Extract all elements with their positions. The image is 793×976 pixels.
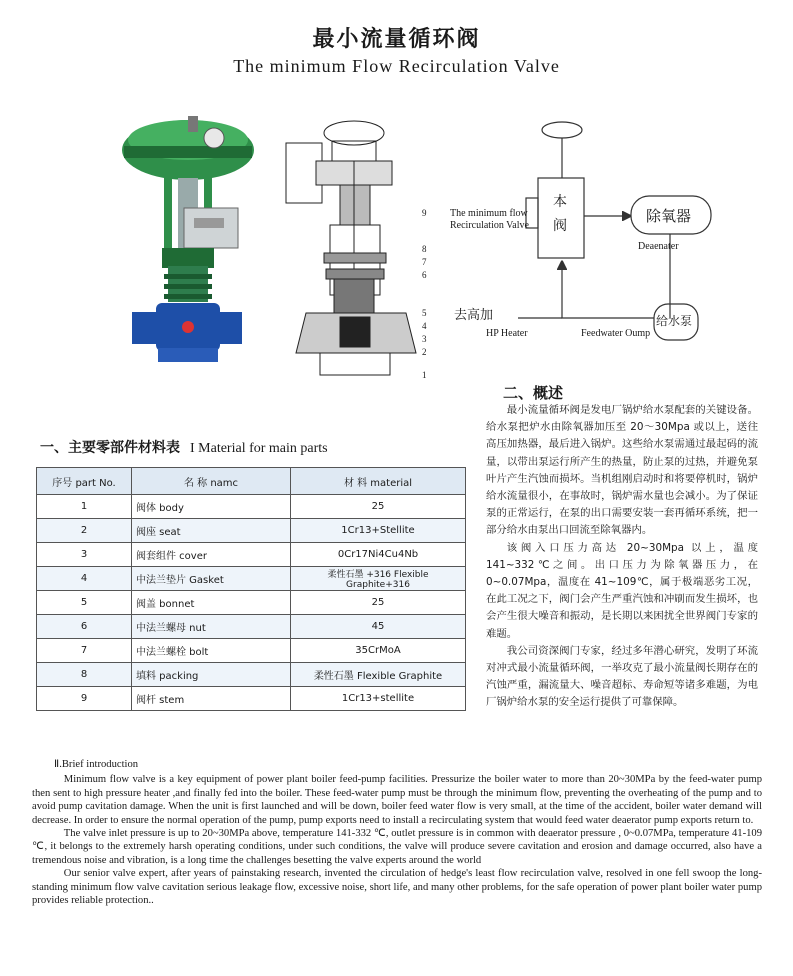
part-name: 阀盖 bonnet [132, 591, 291, 615]
col-material: 材 料 material [291, 468, 466, 495]
table-row [37, 495, 466, 519]
materials-heading-cn: 一、主要零部件材料表 [40, 440, 180, 456]
page-title-cn: 最小流量循环阀 [312, 27, 481, 52]
part-material: 35CrMoA [291, 639, 466, 663]
materials-heading [40, 437, 328, 457]
part-no: 2 [37, 519, 132, 543]
col-name: 名 称 namc [132, 468, 291, 495]
part-name: 阀座 seat [132, 519, 291, 543]
part-no: 7 [37, 639, 132, 663]
table-row [37, 519, 466, 543]
part-no: 1 [37, 495, 132, 519]
part-no: 9 [37, 687, 132, 711]
overview-paragraph: 该阀入口压力高达 20~30Mpa 以上，温度141~332℃之间。出口压力为除氧器压力，在0~0.07Mpa，温度在 41~109℃，属于极端恶劣工况，在此工况之下，阀门会产生严重汽蚀和冲刷而发生损坏，也会产生很大噪音和振动，是长期以来困扰全世界阀门专家的难题。 [486, 541, 758, 640]
brief-heading: Ⅱ.Brief introduction [54, 759, 139, 770]
part-no: 3 [37, 543, 132, 567]
overview-paragraph: 最小流量循环阀是发电厂锅炉给水泵配套的关键设备。给水泵把炉水由除氧器加压至 20～30Mpa 或以上，送往高压加热器，最后进入锅炉。这些给水泵需通过最起码的流量，以带出泵运行所产生的热量，防止泵的过热，并避免泵叶片产生汽蚀而损坏。当机组刚启动时和将要停机时，锅炉给水流量很小，在事故时，锅炉需水量也会减小。为了保证泵的正常运行，在泵的出口需要安装一套再循环系统，把一部分给水由泵出口回流至除氧器内。 [486, 404, 758, 537]
part-no: 5 [37, 591, 132, 615]
materials-table [36, 467, 466, 711]
part-name: 阀体 body [132, 495, 291, 519]
part-name: 中法兰垫片 Gasket [132, 567, 291, 591]
flow-diagram [446, 98, 766, 358]
callout-8: 8 [422, 244, 427, 254]
table-row [37, 687, 466, 711]
part-name: 中法兰螺母 nut [132, 615, 291, 639]
brief-introduction [32, 758, 762, 907]
valve-box-cn-2: 阀 [553, 218, 567, 234]
callout-2: 2 [422, 347, 427, 357]
callout-9: 9 [422, 208, 427, 218]
table-row [37, 543, 466, 567]
overview-paragraph: 我公司资深阀门专家，经过多年潜心研究，发明了环流对冲式最小流量循环阀，一举攻克了最小流量阀长期存在的汽蚀严重，漏流量大、噪音超标、寿命短等诸多难题，为电厂锅炉给水泵的安全运行提供了可靠保障。 [486, 644, 758, 709]
part-no: 4 [37, 567, 132, 591]
valve-section-drawing [276, 103, 436, 393]
table-row [37, 615, 466, 639]
callout-6: 6 [422, 270, 427, 280]
valve-box-cn-1: 本 [553, 194, 567, 210]
pump-cn: 给水泵 [656, 314, 693, 328]
part-no: 8 [37, 663, 132, 687]
valve-label-en-1: The minimum flow [450, 208, 528, 219]
valve-label-en-2: Recirculation Valve [450, 220, 529, 231]
pump-en: Feedwater Oump [581, 328, 651, 339]
callout-4: 4 [422, 321, 427, 331]
callout-7: 7 [422, 257, 427, 267]
part-name: 阀套组件 cover [132, 543, 291, 567]
part-name: 填料 packing [132, 663, 291, 687]
part-material: 柔性石墨 Flexible Graphite [291, 663, 466, 687]
deaerator-en: Deaenater [638, 241, 679, 252]
callout-1: 1 [422, 370, 427, 380]
brief-paragraph: Our senior valve expert, after years of painstaking research, invented the circulation of hedge's least flow recirculation valve, resolved in one fell swoop the long-standing minimum flow valve cavitation serious leakage flow, excessive noise, short life, and many other problems, for the safe operation of power plant boiler water pump provides reliable protection.. [32, 868, 762, 907]
col-part-no: 序号 part No. [37, 468, 132, 495]
overview-text [486, 402, 758, 712]
page-title-en: The minimum Flow Recirculation Valve [233, 56, 560, 76]
part-name: 阀杆 stem [132, 687, 291, 711]
part-material: 1Cr13+stellite [291, 687, 466, 711]
table-row [37, 567, 466, 591]
part-material: 45 [291, 615, 466, 639]
heater-en: HP Heater [486, 328, 528, 339]
part-material: 1Cr13+Stellite [291, 519, 466, 543]
valve-photo [118, 98, 258, 378]
table-row [37, 591, 466, 615]
table-header-row [37, 468, 466, 495]
part-material: 25 [291, 495, 466, 519]
deaerator-cn: 除氧器 [646, 207, 692, 225]
materials-heading-en: I Material for main parts [190, 441, 328, 456]
heater-cn: 去高加 [454, 308, 494, 323]
part-material: 0Cr17Ni4Cu4Nb [291, 543, 466, 567]
part-material: 柔性石墨 +316 Flexible Graphite+316 [291, 567, 466, 591]
table-row [37, 639, 466, 663]
part-material: 25 [291, 591, 466, 615]
part-no: 6 [37, 615, 132, 639]
table-row [37, 663, 466, 687]
part-name: 中法兰螺栓 bolt [132, 639, 291, 663]
callout-5: 5 [422, 308, 427, 318]
callout-3: 3 [422, 334, 427, 344]
overview-heading: 二、概述 [503, 384, 564, 402]
brief-paragraph: The valve inlet pressure is up to 20~30MPa above, temperature 141-332 ℃, outlet pressure is in common with deaerator pressure , 0~0.07MPa, temperature 41-109 ℃, it belongs to the extremely harsh operating conditions, under such conditions, the valve will produce severe cavitation and erosion and damage occurred, also have a tremendous noise and vibration, is a long time the challenges besetting the valve experts around the world [32, 828, 762, 866]
brief-paragraph: Minimum flow valve is a key equipment of power plant boiler feed-pump facilities. Pressurize the boiler water to more than 20~30MPa by the feed-water pump then sent to high pressure heater ,and finally fed into the boiler. These feed-water pump must be through the minimum flow, preventing the overheating of the pump and to avoid pump cavitation damage. When the unit is first launched and will be down, boiler feed water flow is very small, at the time of the accident, boiler water demand will decrease. In order to ensure the normal operation of the pump, pump exports need to install a recirculating system that would feed water deaerator pump exports return to. [32, 774, 762, 826]
